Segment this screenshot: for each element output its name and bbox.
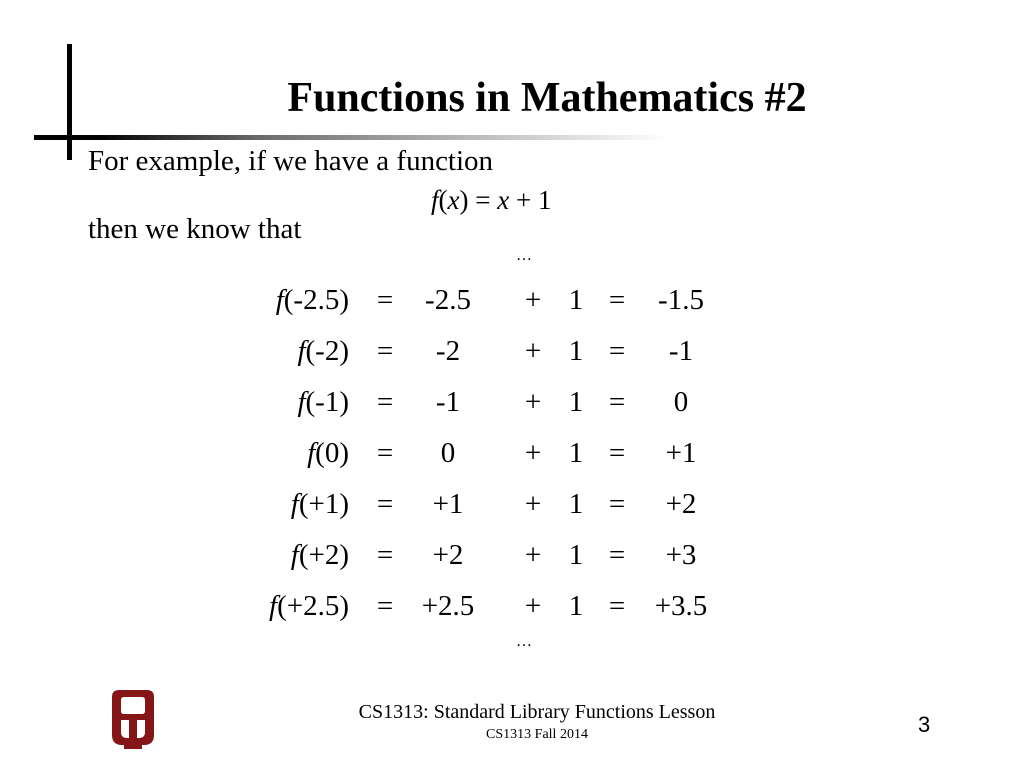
row-equals: = [376,590,394,622]
row-lhs [297,327,349,375]
row-one: 1 [568,590,584,622]
slide-title: Functions in Mathematics #2 [287,75,807,121]
table-row [0,276,1024,324]
definition-open-paren: ( [438,185,448,215]
row-result: +3.5 [654,590,708,622]
row-result: +2 [665,488,697,520]
ellipsis-top: … [516,247,532,264]
row-one: 1 [568,539,584,571]
footer-term: CS1313 Fall 2014 [486,727,588,742]
row-result: +3 [665,539,697,571]
row-lhs [297,378,349,426]
definition-function-name: f [431,185,439,215]
row-plus: + [524,590,542,622]
row-argument: (-1) [305,386,349,418]
row-lhs [291,531,349,579]
row-plus: + [524,284,542,316]
row-function-name: f [290,488,299,520]
row-plus: + [524,437,542,469]
decorative-horizontal-rule [34,135,670,140]
definition-equals: = [468,185,498,215]
definition-plus-one: + 1 [509,185,552,215]
row-lhs [276,276,349,324]
row-one: 1 [568,437,584,469]
row-equals-result: = [608,335,626,367]
row-equals: = [376,335,394,367]
row-one: 1 [568,386,584,418]
row-function-name: f [269,590,278,622]
row-lhs [307,429,349,477]
page-number: 3 [918,712,931,737]
row-equals-result: = [608,539,626,571]
row-value: +2 [432,539,464,571]
intro-text: For example, if we have a function [88,145,494,177]
definition-variable: x [447,185,460,215]
row-plus: + [524,488,542,520]
row-equals: = [376,386,394,418]
table-row [0,582,1024,630]
row-value: +2.5 [421,590,475,622]
table-row [0,378,1024,426]
row-argument: (+2.5) [277,590,349,622]
row-argument: (0) [315,437,349,469]
row-value: -1 [435,386,461,418]
row-result: 0 [673,386,689,418]
row-lhs [291,480,349,528]
table-row [0,531,1024,579]
row-equals: = [376,488,394,520]
definition-close-paren: ) [459,185,469,215]
row-function-name: f [297,386,306,418]
row-value: -2.5 [425,284,471,316]
row-equals-result: = [608,437,626,469]
row-function-name: f [297,335,306,367]
row-plus: + [524,386,542,418]
then-text: then we know that [88,213,302,245]
row-equals-result: = [608,590,626,622]
row-result: +1 [665,437,697,469]
row-plus: + [524,335,542,367]
row-function-name: f [290,539,299,571]
row-function-name: f [307,437,316,469]
ellipsis-bottom: … [516,633,532,650]
function-definition [431,184,551,216]
row-argument: (-2) [305,335,349,367]
table-row [0,480,1024,528]
row-result: -1.5 [658,284,704,316]
row-argument: (+2) [298,539,349,571]
row-one: 1 [568,488,584,520]
definition-variable-rhs: x [497,185,510,215]
row-lhs [269,582,349,630]
row-argument: (+1) [298,488,349,520]
row-equals: = [376,437,394,469]
table-row [0,429,1024,477]
row-plus: + [524,539,542,571]
row-value: -2 [435,335,461,367]
row-equals: = [376,539,394,571]
row-one: 1 [568,284,584,316]
row-value: +1 [432,488,464,520]
row-equals: = [376,284,394,316]
table-row [0,327,1024,375]
row-function-name: f [275,284,284,316]
row-argument: (-2.5) [283,284,349,316]
row-equals-result: = [608,488,626,520]
row-value: 0 [440,437,456,469]
row-equals-result: = [608,386,626,418]
footer-course-title: CS1313: Standard Library Functions Lesson [358,701,716,723]
row-one: 1 [568,335,584,367]
row-result: -1 [668,335,694,367]
row-equals-result: = [608,284,626,316]
